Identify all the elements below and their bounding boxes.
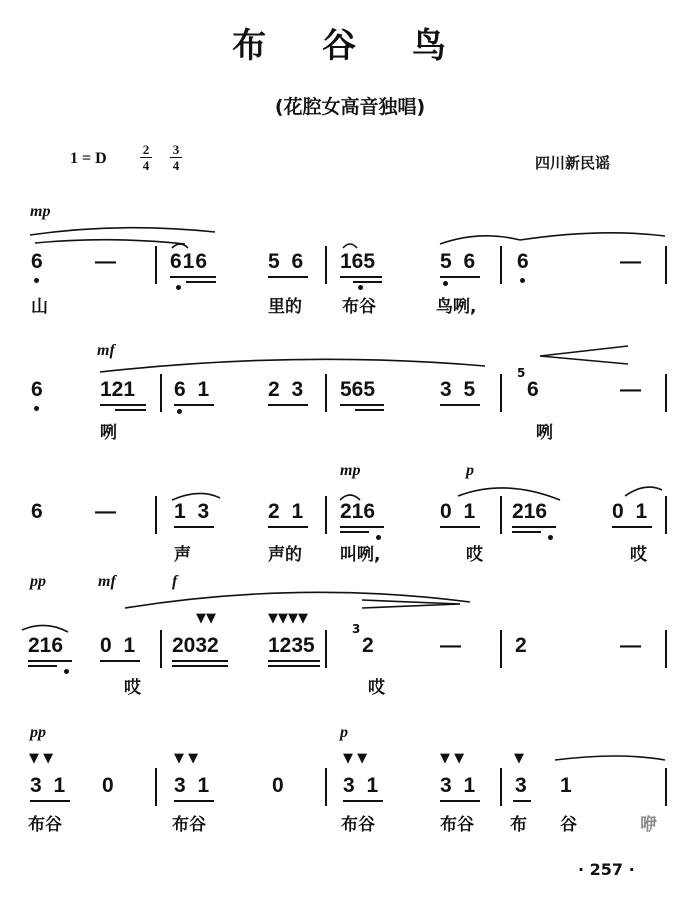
beam-underline (28, 665, 57, 667)
note: 1235 (268, 634, 315, 657)
low-octave-dot (34, 278, 39, 283)
note: 3 (515, 774, 527, 797)
beam-underline (174, 800, 214, 802)
beam-underline (268, 404, 308, 406)
note: 3 1 (174, 774, 210, 797)
dynamic-mp: mp (30, 203, 51, 220)
note: 0 1 (612, 500, 648, 523)
beam-underline (268, 665, 320, 667)
phrase-slur (35, 240, 185, 244)
note: — (620, 634, 641, 657)
note: 216 (28, 634, 64, 657)
low-octave-dot (64, 669, 69, 674)
lyric: 里的 (268, 297, 302, 317)
beam-underline (100, 660, 140, 662)
bar-line (325, 374, 327, 412)
note: — (95, 500, 116, 523)
beam-underline (174, 526, 214, 528)
note: 2 (515, 634, 527, 657)
bar-line (665, 496, 667, 534)
hairpin-crescendo (540, 346, 628, 364)
lyric: 布谷 (440, 815, 474, 835)
note: — (95, 250, 116, 273)
beam-underline (100, 404, 146, 406)
beam-underline (186, 281, 216, 283)
note: 6 (527, 378, 539, 401)
note: 6 (31, 250, 43, 273)
note: 1 3 (174, 500, 210, 523)
lyric: 布谷 (172, 815, 206, 835)
note: 2 1 (268, 500, 304, 523)
note: 1 (560, 774, 572, 797)
staccato-marks: ▼ ▼ (440, 751, 465, 766)
lyric: 布谷 (28, 815, 62, 835)
low-octave-dot (34, 406, 39, 411)
beam-underline (174, 404, 214, 406)
beam-underline (172, 660, 228, 662)
time-signature-3-4: 3 4 (170, 143, 182, 172)
beam-underline (268, 276, 308, 278)
phrase-slur (22, 625, 68, 632)
bar-line (500, 768, 502, 806)
bar-line (500, 246, 502, 284)
beam-underline (172, 665, 228, 667)
lyric: 鸟咧, (436, 297, 477, 317)
note: 165 (340, 250, 376, 273)
note: — (620, 378, 641, 401)
beam-underline (513, 800, 531, 802)
note: 3 1 (440, 774, 476, 797)
song-subtitle: (花腔女高音独唱) (274, 96, 426, 118)
dynamic-pp: pp (30, 573, 46, 590)
low-octave-dot (443, 281, 448, 286)
bar-line (500, 374, 502, 412)
lyric: 咿 (640, 815, 657, 835)
beam-underline (170, 276, 216, 278)
bar-line (665, 630, 667, 668)
bar-line (160, 374, 162, 412)
grace-note: 3 (352, 622, 361, 636)
song-title: 布 谷 鸟 (232, 26, 468, 66)
low-octave-dot (548, 535, 553, 540)
beam-underline (30, 800, 70, 802)
staccato-marks: ▼▼▼▼ (268, 611, 308, 626)
phrase-slur (100, 359, 485, 372)
dynamic-mp: mp (340, 462, 361, 479)
note: 216 (340, 500, 376, 523)
beam-underline (340, 404, 384, 406)
note: 0 1 (440, 500, 476, 523)
time-signature-2-4: 2 4 (140, 143, 152, 172)
lyric: 布 (510, 815, 527, 835)
note: 3 5 (440, 378, 476, 401)
beam-underline (343, 800, 383, 802)
note: — (620, 250, 641, 273)
phrase-slur (458, 488, 560, 500)
staccato-marks: ▼▼ (196, 611, 216, 626)
beam-underline (28, 660, 72, 662)
lyric: 谷 (560, 815, 577, 835)
dynamic-pp: pp (30, 724, 46, 741)
bar-line (325, 630, 327, 668)
note: 2032 (172, 634, 219, 657)
note: 2 3 (268, 378, 304, 401)
note: 3 1 (30, 774, 66, 797)
note: 0 (272, 774, 284, 797)
dynamic-mf: mf (98, 573, 116, 590)
key-signature: 1 = D (70, 150, 107, 167)
dynamic-f: f (172, 573, 178, 590)
staccato-marks: ▼ ▼ (29, 751, 54, 766)
note: 0 1 (100, 634, 136, 657)
dynamic-p: p (466, 462, 474, 479)
note: 3 1 (343, 774, 379, 797)
bar-line (665, 374, 667, 412)
tie-slur (343, 244, 357, 248)
beam-underline (512, 531, 541, 533)
lyric: 哎 (466, 545, 483, 565)
note: 2 (362, 634, 374, 657)
note: 6 (517, 250, 529, 273)
bar-line (500, 496, 502, 534)
bar-line (160, 630, 162, 668)
phrase-slur (555, 756, 665, 760)
lyric: 哎 (368, 678, 385, 698)
lyric: 哎 (630, 545, 647, 565)
phrase-slur (125, 592, 470, 608)
bar-line (500, 630, 502, 668)
beam-underline (512, 526, 556, 528)
note: 6 1 (174, 378, 210, 401)
lyric: 布谷 (342, 297, 376, 317)
lyric: 咧 (100, 423, 117, 443)
phrase-slur (625, 487, 662, 496)
lyric: 咧 (536, 423, 553, 443)
low-octave-dot (520, 278, 525, 283)
phrase-slur (30, 228, 215, 235)
note: 5 6 (268, 250, 304, 273)
beam-underline (612, 526, 652, 528)
tie-slur (172, 244, 188, 248)
bar-line (325, 246, 327, 284)
note: 121 (100, 378, 136, 401)
dynamic-mf: mf (97, 342, 115, 359)
beam-underline (115, 409, 146, 411)
low-octave-dot (176, 285, 181, 290)
dynamic-p: p (340, 724, 348, 741)
staccato-marks: ▼ (514, 751, 524, 766)
lyric: 布谷 (341, 815, 375, 835)
note: 616 (170, 250, 209, 273)
staccato-marks: ▼ ▼ (343, 751, 368, 766)
note: 6 (31, 378, 43, 401)
lyric: 哎 (124, 678, 141, 698)
beam-underline (268, 526, 308, 528)
beam-underline (340, 276, 382, 278)
lyric: 叫咧, (340, 545, 381, 565)
note: 5 6 (440, 250, 476, 273)
low-octave-dot (358, 285, 363, 290)
bar-line (325, 496, 327, 534)
note: — (440, 634, 461, 657)
bar-line (665, 768, 667, 806)
beam-underline (268, 660, 320, 662)
note: 216 (512, 500, 548, 523)
phrase-slur (520, 233, 665, 240)
beam-underline (440, 526, 480, 528)
beam-underline (440, 276, 480, 278)
beam-underline (353, 281, 382, 283)
page-number: · 257 · (578, 860, 635, 879)
staccato-marks: ▼ ▼ (174, 751, 199, 766)
bar-line (155, 496, 157, 534)
hairpin-diminuendo (362, 600, 460, 608)
grace-note: 5 (517, 366, 526, 380)
lyric: 山 (31, 297, 48, 317)
note: 565 (340, 378, 376, 401)
lyric: 声的 (268, 545, 302, 565)
low-octave-dot (177, 409, 182, 414)
note: 0 (102, 774, 114, 797)
note: 6 (31, 500, 43, 523)
bar-line (155, 768, 157, 806)
bar-line (325, 768, 327, 806)
lyric: 声 (174, 545, 191, 565)
song-source: 四川新民谣 (535, 154, 611, 172)
beam-underline (440, 404, 480, 406)
beam-underline (355, 409, 384, 411)
phrase-slur (440, 236, 520, 244)
bar-line (155, 246, 157, 284)
beam-underline (440, 800, 480, 802)
bar-line (665, 246, 667, 284)
beam-underline (340, 526, 384, 528)
beam-underline (340, 531, 369, 533)
